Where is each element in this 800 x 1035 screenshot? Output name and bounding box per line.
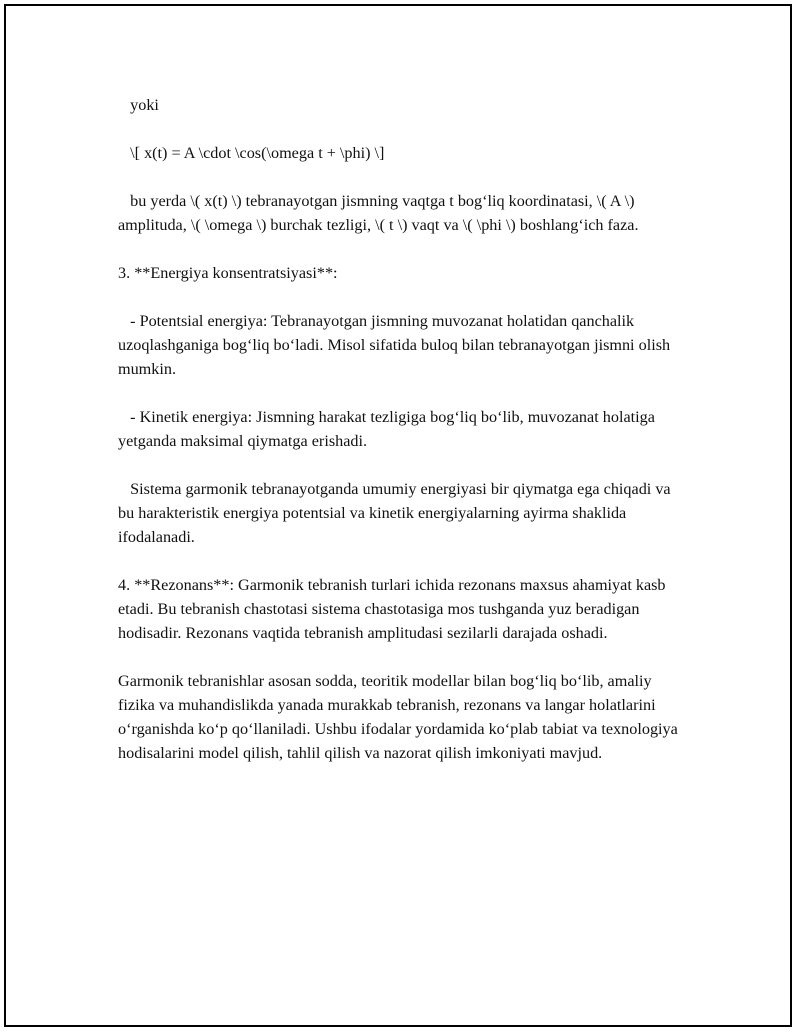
paragraph-potential-energy: - Potentsial energiya: Tebranayotgan jismning muvozanat holatidan qanchalik uzoqlashganiga bog‘liq bo‘ladi. Misol sifatida buloq bilan tebranayotgan jismni olish mumkin. bbox=[118, 312, 675, 378]
paragraph-total-energy: Sistema garmonik tebranayotganda umumiy energiyasi bir qiymatga ega chiqadi va bu harakteristik energiya potentsial va kinetik energiyalarning ayirma shaklida ifodalanadi. bbox=[118, 480, 675, 546]
paragraph-resonance: 4. **Rezonans**: Garmonik tebranish turlari ichida rezonans maxsus ahamiyat kasb etadi. Bu tebranish chastotasi sistema chastotasiga mos tushganda yuz beradigan hodisadir. Rezonans vaqtida tebranish amplitudasi sezilarli darajada oshadi. bbox=[118, 576, 670, 642]
section-heading-energy: 3. **Energiya konsentratsiyasi**: bbox=[118, 264, 338, 282]
paragraph-variables: bu yerda \( x(t) \) tebranayotgan jismning vaqtga t bog‘liq koordinatasi, \( A \) amplituda, \( \omega \) burchak tezligi, \( t \) vaqt va \( \phi \) boshlang‘ich faza. bbox=[118, 192, 639, 234]
paragraph-conclusion: Garmonik tebranishlar asosan sodda, teoritik modellar bilan bog‘liq bo‘lib, amaliy fizika va muhandislikda yanada murakkab tebranish, rezonans va langar holatlarini o‘rganishda ko‘p qo‘llaniladi. Ushbu ifodalar yordamida ko‘plab tabiat va texnologiya hodisalarini model qilish, tahlil qilish va nazorat qilish imkoniyati mavjud. bbox=[118, 672, 682, 762]
paragraph-yoki: yoki bbox=[118, 96, 159, 114]
paragraph-formula: \[ x(t) = A \cdot \cos(\omega t + \phi) \] bbox=[118, 144, 385, 162]
document-body bbox=[118, 93, 683, 765]
paragraph-kinetic-energy: - Kinetik energiya: Jismning harakat tezligiga bog‘liq bo‘lib, muvozanat holatiga yetganda maksimal qiymatga erishadi. bbox=[118, 408, 659, 450]
